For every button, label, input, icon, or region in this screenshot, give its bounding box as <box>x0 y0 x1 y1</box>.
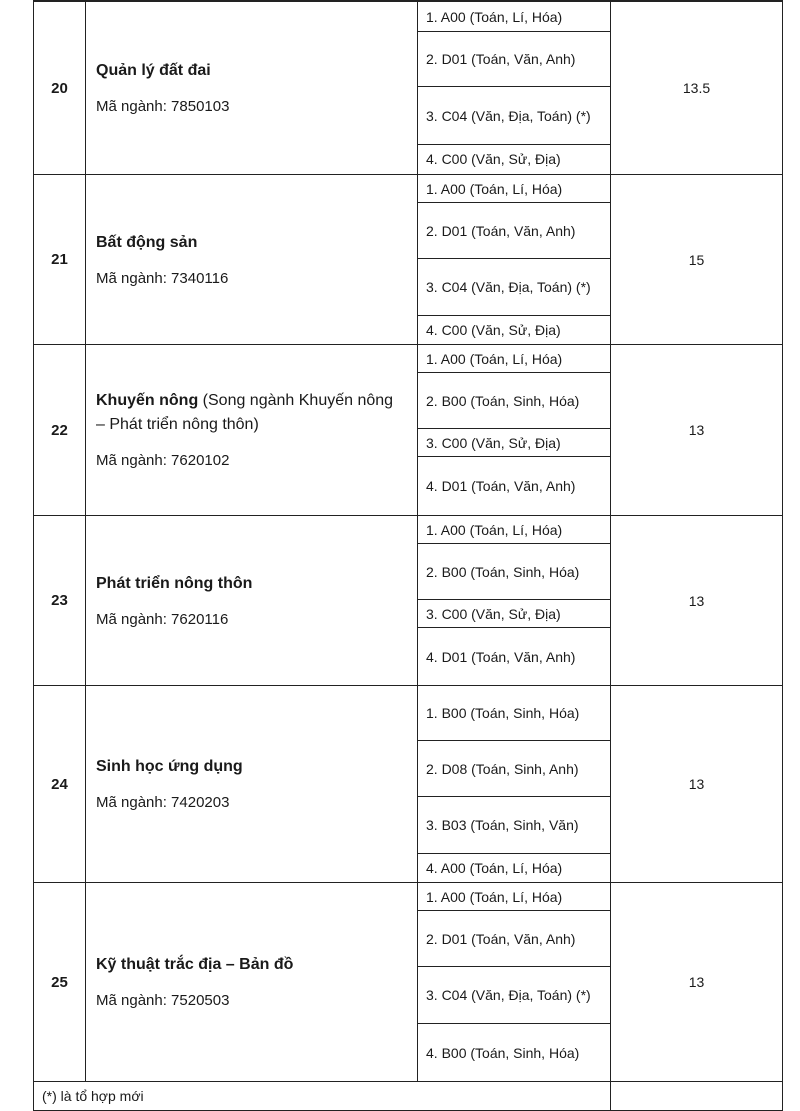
major-name: Bất động sản <box>96 233 198 251</box>
combination-item: 3. B03 (Toán, Sinh, Văn) <box>418 797 610 854</box>
combination-item: 3. C00 (Văn, Sử, Địa) <box>418 600 610 628</box>
combination-item: 1. A00 (Toán, Lí, Hóa) <box>418 175 610 203</box>
major-code: Mã ngành: 7520503 <box>96 992 230 1009</box>
footnote: (*) là tổ hợp mới <box>34 1082 611 1110</box>
combination-item: 4. C00 (Văn, Sử, Địa) <box>426 150 561 167</box>
combination-item: 2. D01 (Toán, Văn, Anh) <box>418 32 610 87</box>
row-number: 23 <box>34 516 86 685</box>
subject-combinations <box>418 516 611 685</box>
major-cell <box>86 686 418 882</box>
row-number: 21 <box>34 175 86 344</box>
benchmark-score: 15 <box>688 251 705 268</box>
combination-item: 3. C00 (Văn, Sử, Địa) <box>418 429 610 457</box>
major-name: Kỹ thuật trắc địa – Bản đồ <box>96 956 294 973</box>
major-code: Mã ngành: 7620116 <box>96 610 229 628</box>
benchmark-score: 13 <box>688 776 705 792</box>
major-code: Mã ngành: 7850103 <box>96 98 230 115</box>
benchmark-score: 13 <box>688 974 705 990</box>
benchmark-score: 13 <box>688 422 705 438</box>
admission-score-table <box>33 0 783 1111</box>
table-row <box>34 516 782 686</box>
combination-item: 2. D01 (Toán, Văn, Anh) <box>418 911 610 967</box>
combination-item: 1. B00 (Toán, Sinh, Hóa) <box>418 686 610 741</box>
combination-item: 3. C04 (Văn, Địa, Toán) (*) <box>418 87 610 145</box>
table-row <box>34 686 782 883</box>
combination-item: 2. D08 (Toán, Sinh, Anh) <box>418 741 610 797</box>
combination-item: 1. A00 (Toán, Lí, Hóa) <box>418 2 610 32</box>
subject-combinations <box>418 345 611 515</box>
row-number: 24 <box>34 686 86 882</box>
row-number: 20 <box>34 2 86 174</box>
combination-item: 2. B00 (Toán, Sinh, Hóa) <box>418 373 610 429</box>
combination-item: 4. D01 (Toán, Văn, Anh) <box>426 648 576 665</box>
benchmark-score: 13 <box>688 592 705 609</box>
major-name: Phát triển nông thôn <box>96 574 253 592</box>
combination-item: 1. A00 (Toán, Lí, Hóa) <box>418 883 610 911</box>
major-code: Mã ngành: 7340116 <box>96 269 229 287</box>
major-name: Quản lý đất đai <box>96 62 211 79</box>
combination-item: 2. B00 (Toán, Sinh, Hóa) <box>418 544 610 600</box>
table-footer <box>34 1082 782 1111</box>
combination-item: 2. D01 (Toán, Văn, Anh) <box>418 203 610 259</box>
major-code: Mã ngành: 7620102 <box>96 452 230 469</box>
combination-item: 1. A00 (Toán, Lí, Hóa) <box>418 516 610 544</box>
major-cell <box>86 2 418 174</box>
subject-combinations <box>418 175 611 344</box>
combination-item: 1. A00 (Toán, Lí, Hóa) <box>418 345 610 373</box>
subject-combinations <box>418 686 611 882</box>
combination-item: 4. B00 (Toán, Sinh, Hóa) <box>426 1044 580 1061</box>
footer-empty-cell <box>611 1082 782 1110</box>
combination-item: 4. D01 (Toán, Văn, Anh) <box>426 478 576 494</box>
major-cell <box>86 516 418 685</box>
major-code: Mã ngành: 7420203 <box>96 794 230 811</box>
row-number: 22 <box>34 345 86 515</box>
combination-item: 3. C04 (Văn, Địa, Toán) (*) <box>418 259 610 316</box>
major-cell <box>86 883 418 1081</box>
major-name: Sinh học ứng dụng <box>96 758 243 775</box>
major-name: Khuyến nông (Song ngành Khuyến nông – Phát triển nông thôn) <box>96 392 394 433</box>
major-note: (Song ngành Khuyến nông – Phát triển nông thôn) <box>96 392 394 433</box>
table-row <box>34 175 782 345</box>
table-row <box>34 883 782 1082</box>
major-cell <box>86 345 418 515</box>
combination-item: 4. C00 (Văn, Sử, Địa) <box>426 322 561 338</box>
row-number: 25 <box>34 883 86 1081</box>
table-row <box>34 345 782 516</box>
combination-item: 3. C04 (Văn, Địa, Toán) (*) <box>418 967 610 1024</box>
combination-item: 4. A00 (Toán, Lí, Hóa) <box>426 860 563 876</box>
table-row <box>34 0 782 175</box>
subject-combinations <box>418 883 611 1081</box>
benchmark-score: 13.5 <box>682 80 711 96</box>
major-cell <box>86 175 418 344</box>
subject-combinations <box>418 2 611 174</box>
